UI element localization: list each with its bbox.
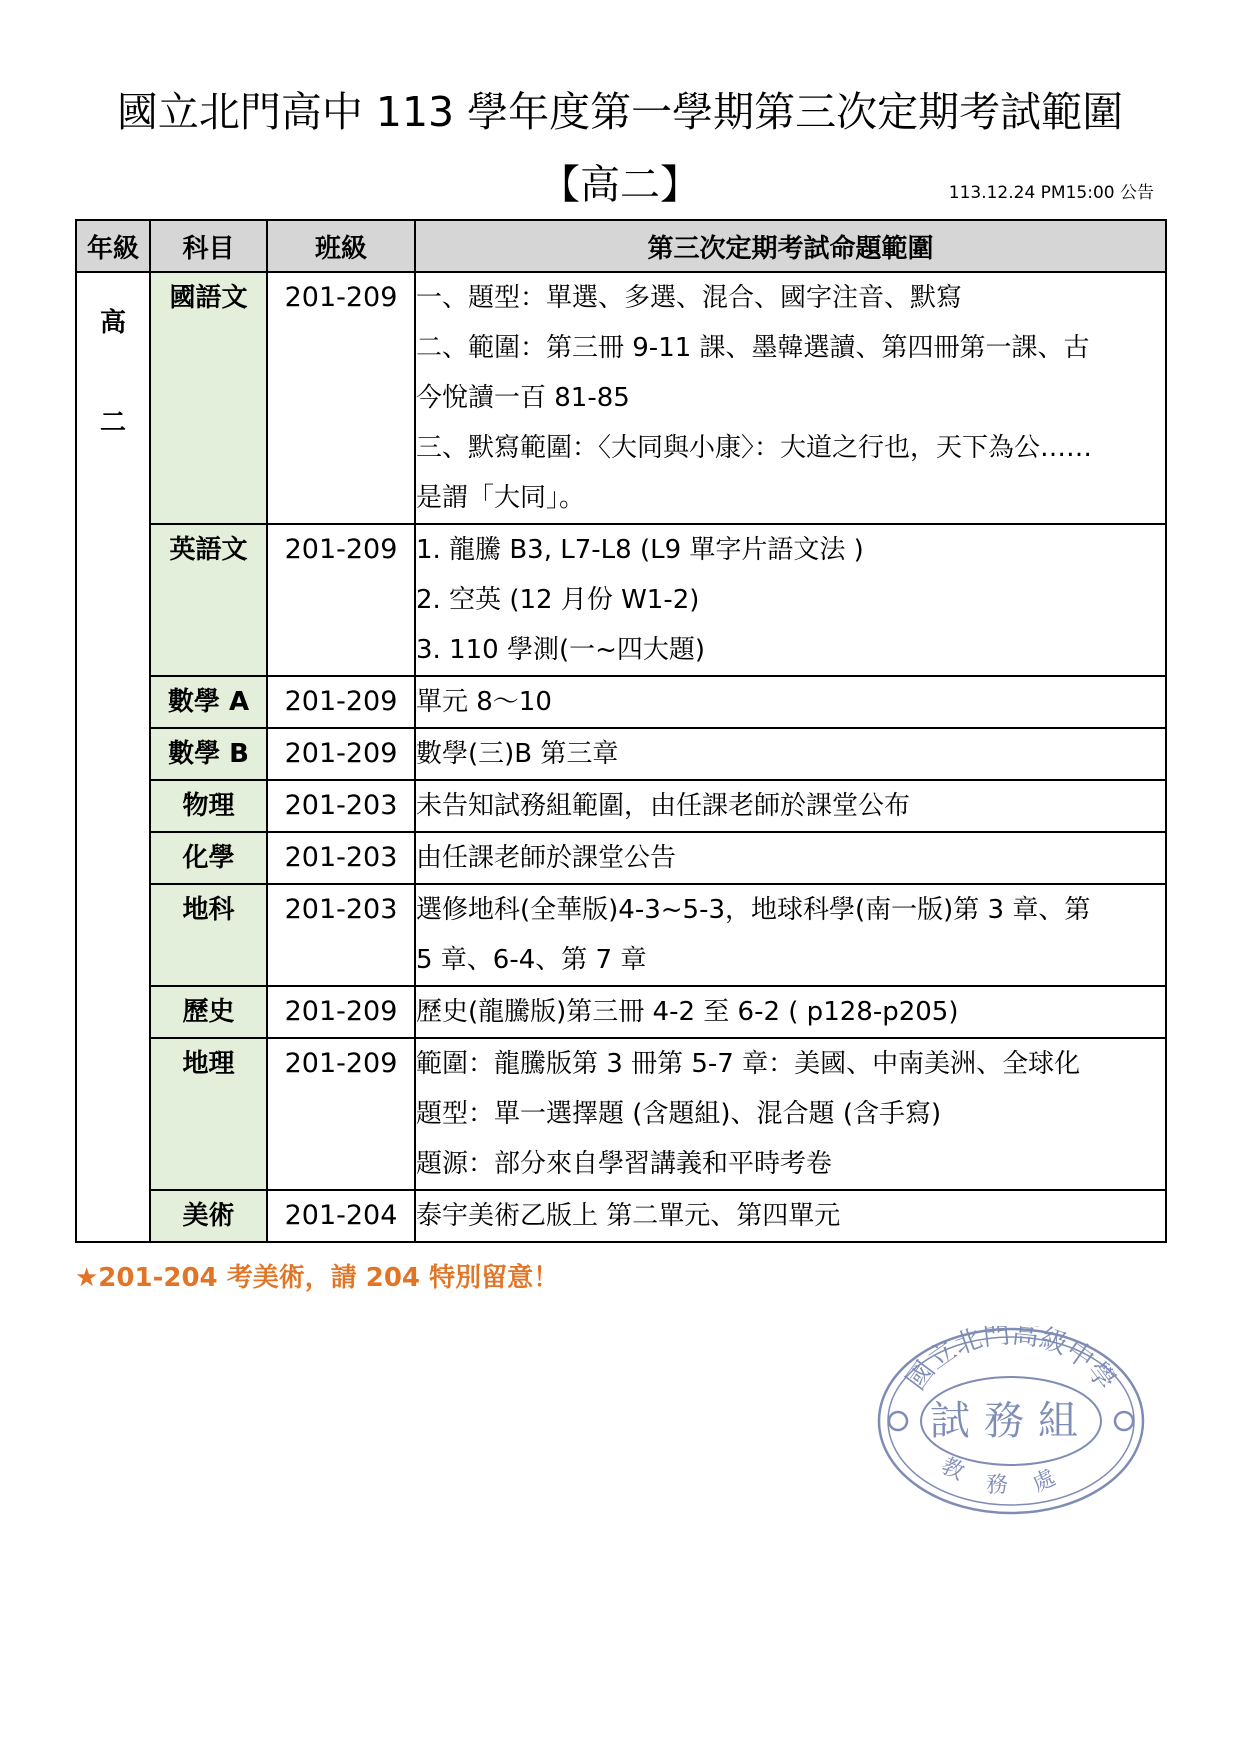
page-subtitle: 【高二】: [540, 162, 700, 208]
scope-cell: [415, 832, 1166, 884]
subject-cell: 物理: [150, 780, 267, 832]
scope-cell: [415, 272, 1166, 524]
subject-cell: 數學 B: [150, 728, 267, 780]
scope-line: 泰宇美術乙版上 第二單元、第四單元: [416, 1201, 841, 1231]
header-classes: 班級: [267, 220, 415, 272]
subject-cell: 歷史: [150, 986, 267, 1038]
subject-cell: 英語文: [150, 524, 267, 676]
scope-line: 是謂「大同」。: [416, 483, 586, 513]
scope-line: 3. 110 學測(一~四大題): [416, 635, 706, 665]
classes-cell: 201-209: [267, 272, 415, 524]
scope-cell: [415, 728, 1166, 780]
footnote-art-exam: ★201-204 考美術，請 204 特別留意！: [75, 1263, 560, 1293]
table-row: [76, 524, 1166, 676]
seal-center-text: 試務組: [930, 1398, 1092, 1444]
seal-top-text: 國立北門高級中學: [900, 1326, 1122, 1396]
seal-stamp: [876, 1326, 1146, 1516]
classes-cell: 201-209: [267, 1038, 415, 1190]
classes-cell: 201-203: [267, 884, 415, 986]
table-row: [76, 780, 1166, 832]
subject-cell: 化學: [150, 832, 267, 884]
subject-cell: 地科: [150, 884, 267, 986]
table-row: [76, 272, 1166, 524]
table-row: [76, 1038, 1166, 1190]
scope-line: 由任課老師於課堂公告: [416, 843, 677, 873]
scope-cell: [415, 1038, 1166, 1190]
subject-cell: 地理: [150, 1038, 267, 1190]
scope-line: 題型：單一選擇題 (含題組)、混合題 (含手寫): [416, 1099, 942, 1129]
scope-line: 選修地科(全華版)4-3~5-3，地球科學(南一版)第 3 章、第: [416, 895, 1091, 925]
scope-line: 一、題型：單選、多選、混合、國字注音、默寫: [416, 283, 963, 313]
subject-cell: 數學 A: [150, 676, 267, 728]
header-scope: 第三次定期考試命題範圍: [415, 220, 1166, 272]
scope-cell: [415, 1190, 1166, 1242]
scope-line: 1. 龍騰 B3, L7-L8 (L9 單字片語文法 ): [416, 535, 864, 565]
seal-stamp-graphic: [876, 1326, 1146, 1516]
seal-bottom-text: 教務處: [937, 1453, 1085, 1498]
header-subject: 科目: [150, 220, 267, 272]
scope-line: 三、默寫範圍：〈大同與小康〉：大道之行也，天下為公……: [416, 433, 1093, 463]
page-title: 國立北門高中 113 學年度第一學期第三次定期考試範圍: [116, 88, 1124, 136]
grade-cell: [76, 272, 150, 1242]
scope-line: 今悅讀一百 81-85: [416, 383, 630, 413]
scope-cell: [415, 884, 1166, 986]
classes-cell: 201-204: [267, 1190, 415, 1242]
table-row: [76, 832, 1166, 884]
scope-line: 二、範圍：第三冊 9-11 課、墨韓選讀、第四冊第一課、古: [416, 333, 1090, 363]
table-row: [76, 676, 1166, 728]
subject-cell: 國語文: [150, 272, 267, 524]
classes-cell: 201-209: [267, 676, 415, 728]
classes-cell: 201-209: [267, 728, 415, 780]
table-header-row: [76, 220, 1166, 272]
scope-line: 5 章、6-4、第 7 章: [416, 945, 647, 975]
scope-cell: [415, 986, 1166, 1038]
posted-date: 113.12.24 PM15:00 公告: [948, 183, 1154, 203]
scope-cell: [415, 676, 1166, 728]
scope-line: 單元 8～10: [416, 687, 552, 717]
subject-cell: 美術: [150, 1190, 267, 1242]
scope-line: 2. 空英 (12 月份 W1-2): [416, 585, 700, 615]
table-row: [76, 728, 1166, 780]
table-row: [76, 1190, 1166, 1242]
table-body: [76, 272, 1166, 1242]
classes-cell: 201-203: [267, 780, 415, 832]
grade-char: 高: [99, 308, 126, 338]
classes-cell: 201-203: [267, 832, 415, 884]
scope-line: 歷史(龍騰版)第三冊 4-2 至 6-2 ( p128-p205): [416, 997, 959, 1027]
table-row: [76, 986, 1166, 1038]
scope-line: 數學(三)B 第三章: [416, 739, 619, 769]
classes-cell: 201-209: [267, 524, 415, 676]
scope-line: 題源：部分來自學習講義和平時考卷: [416, 1149, 833, 1179]
scope-line: 未告知試務組範圍，由任課老師於課堂公布: [416, 791, 911, 821]
grade-char: 二: [99, 408, 126, 438]
scope-cell: [415, 524, 1166, 676]
header-grade: 年級: [76, 220, 150, 272]
table-row: [76, 884, 1166, 986]
exam-scope-table: [75, 219, 1167, 1243]
scope-cell: [415, 780, 1166, 832]
classes-cell: 201-209: [267, 986, 415, 1038]
scope-line: 範圍：龍騰版第 3 冊第 5-7 章：美國、中南美洲、全球化: [416, 1049, 1081, 1079]
